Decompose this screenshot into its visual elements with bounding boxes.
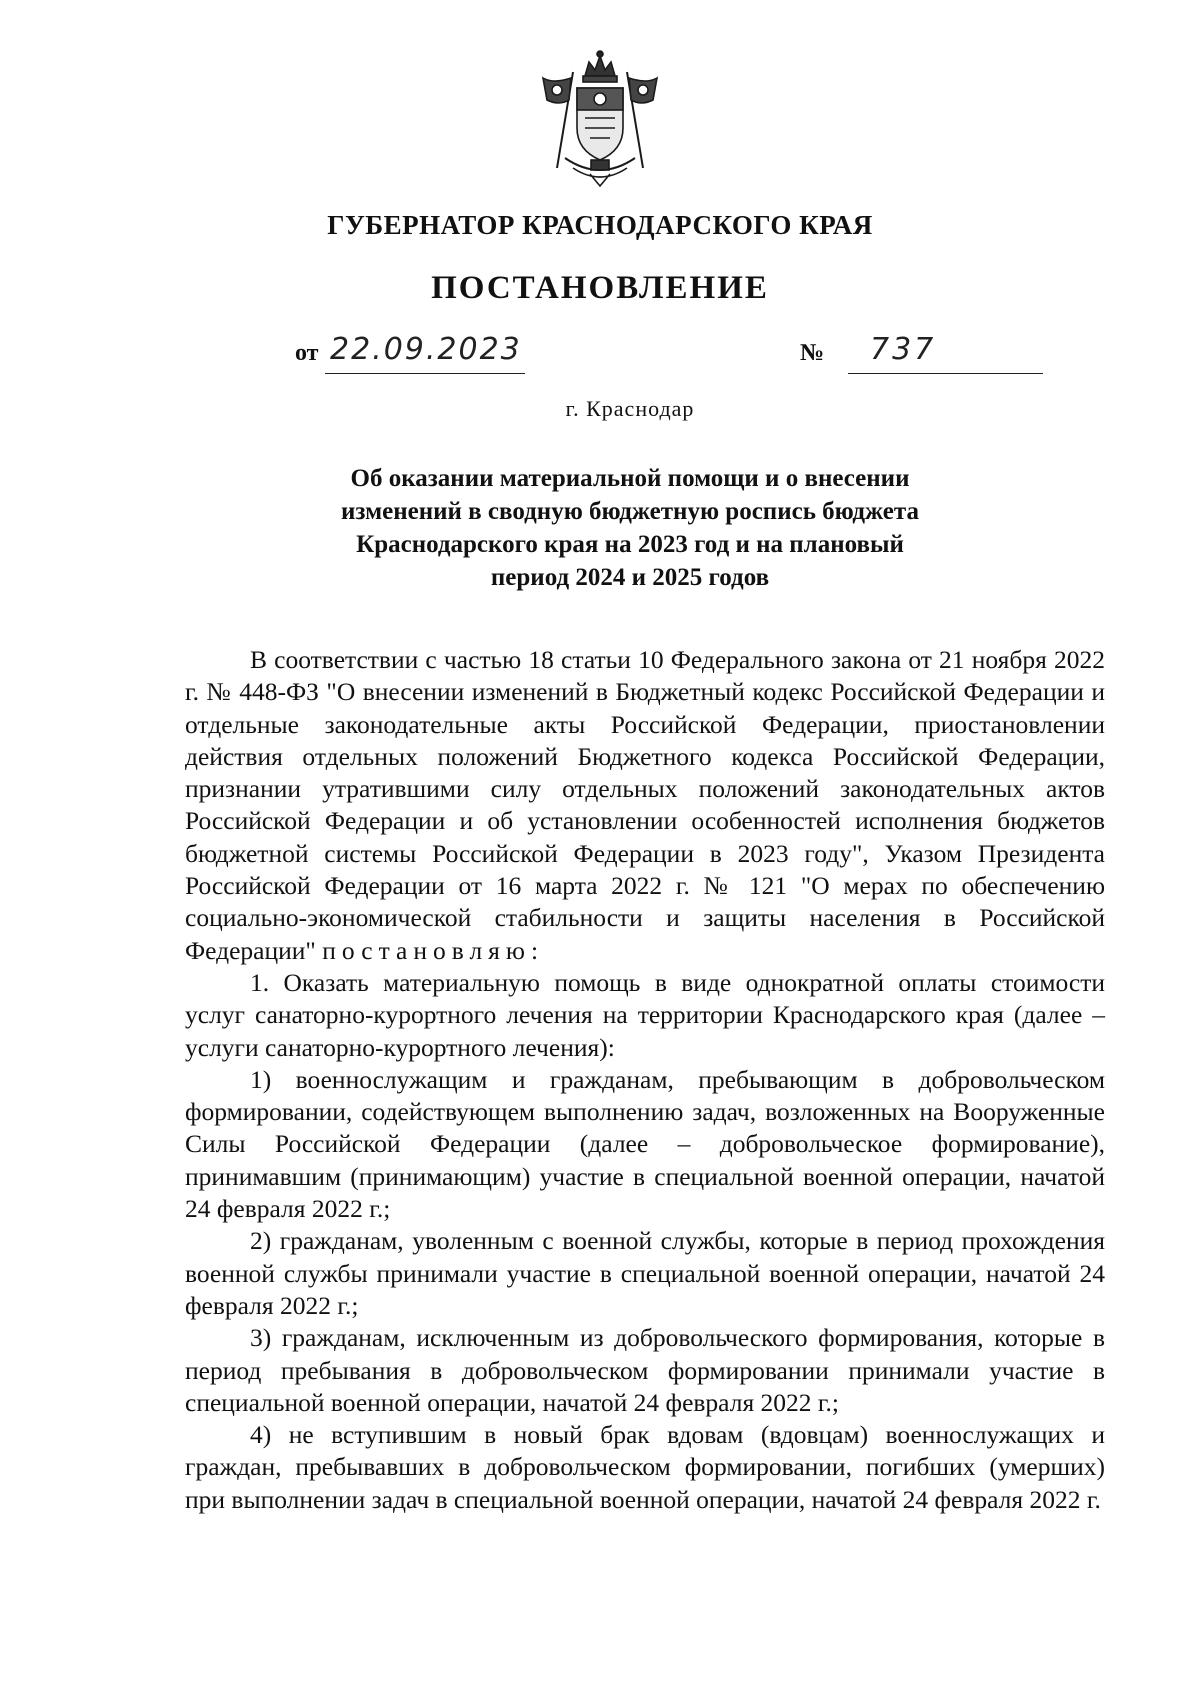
- title-line: Краснодарского края на 2023 год и на плановый: [356, 531, 904, 558]
- subitem-3-paragraph: 3) гражданам, исключенным из добровольческого формирования, которые в период пребывания в добровольческом формировании принимали участие в специальной военной операции, начатой 24 февраля 2022 г.;: [185, 1323, 1105, 1417]
- number-value: 737: [870, 332, 937, 367]
- coat-of-arms-icon: [535, 48, 665, 188]
- authority-title: ГУБЕРНАТОР КРАСНОДАРСКОГО КРАЯ: [327, 210, 873, 240]
- date-underline: [325, 373, 525, 374]
- preamble-text: В соответствии с частью 18 статьи 10 Федерального закона от 21 ноября 2022 г. № 448-ФЗ "О внесении изменений в Бюджетный кодекс Российской Федерации и отдельные законодательные акты Российской Федерации, приостановлении действия отдельных положений Бюджетного кодекса Российской Федерации, признании утратившими силу отдельных положений законодательных актов Российской Федерации и об установлении особенностей исполнения бюджетов бюджетной системы Российской Федерации в 2023 году", Указом Президента Российской Федерации от 16 марта 2022 г. № 121 "О мерах по обеспечению социально-экономической стабильности и защиты населения в Российской Федерации": [185, 645, 1105, 965]
- title-line: Об оказании материальной помощи и о внесении: [350, 465, 910, 492]
- date-prefix: от: [295, 340, 319, 366]
- subitem-2-paragraph: 2) гражданам, уволенным с военной службы, которые в период прохождения военной службы принимали участие в специальной военной операции, начатой 24 февраля 2022 г.;: [185, 1226, 1105, 1320]
- decree-word: постановляю:: [322, 935, 545, 965]
- item-1-paragraph: 1. Оказать материальную помощь в виде однократной оплаты стоимости услуг санаторно-курортного лечения на территории Краснодарского края (далее – услуги санаторно-курортного лечения):: [185, 967, 1105, 1062]
- title-line: период 2024 и 2025 годов: [490, 564, 770, 591]
- document-body: [185, 644, 1105, 1516]
- city: г. Краснодар: [565, 396, 695, 421]
- document-title: [250, 462, 1010, 594]
- number-underline: [848, 373, 1043, 374]
- document-type: ПОСТАНОВЛЕНИЕ: [431, 270, 769, 306]
- preamble-paragraph: [185, 644, 1105, 967]
- subitem-4-paragraph: 4) не вступившим в новый брак вдовам (вдовцам) военнослужащих и граждан, пребывавших в добровольческом формировании, погибших (умерших) при выполнении задач в специальной военной операции, начатой 24 февраля 2022 г.: [185, 1420, 1105, 1514]
- subitem-1-paragraph: 1) военнослужащим и гражданам, пребывающим в добровольческом формировании, содействующем выполнению задач, возложенных на Вооруженные Силы Российской Федерации (далее – добровольческое формирование), принимавшим (принимающим) участие в специальной военной операции, начатой 24 февраля 2022 г.;: [185, 1064, 1105, 1224]
- number-prefix: №: [800, 340, 825, 366]
- title-line: изменений в сводную бюджетную роспись бюджета: [341, 498, 919, 525]
- date-value: 22.09.2023: [330, 332, 522, 367]
